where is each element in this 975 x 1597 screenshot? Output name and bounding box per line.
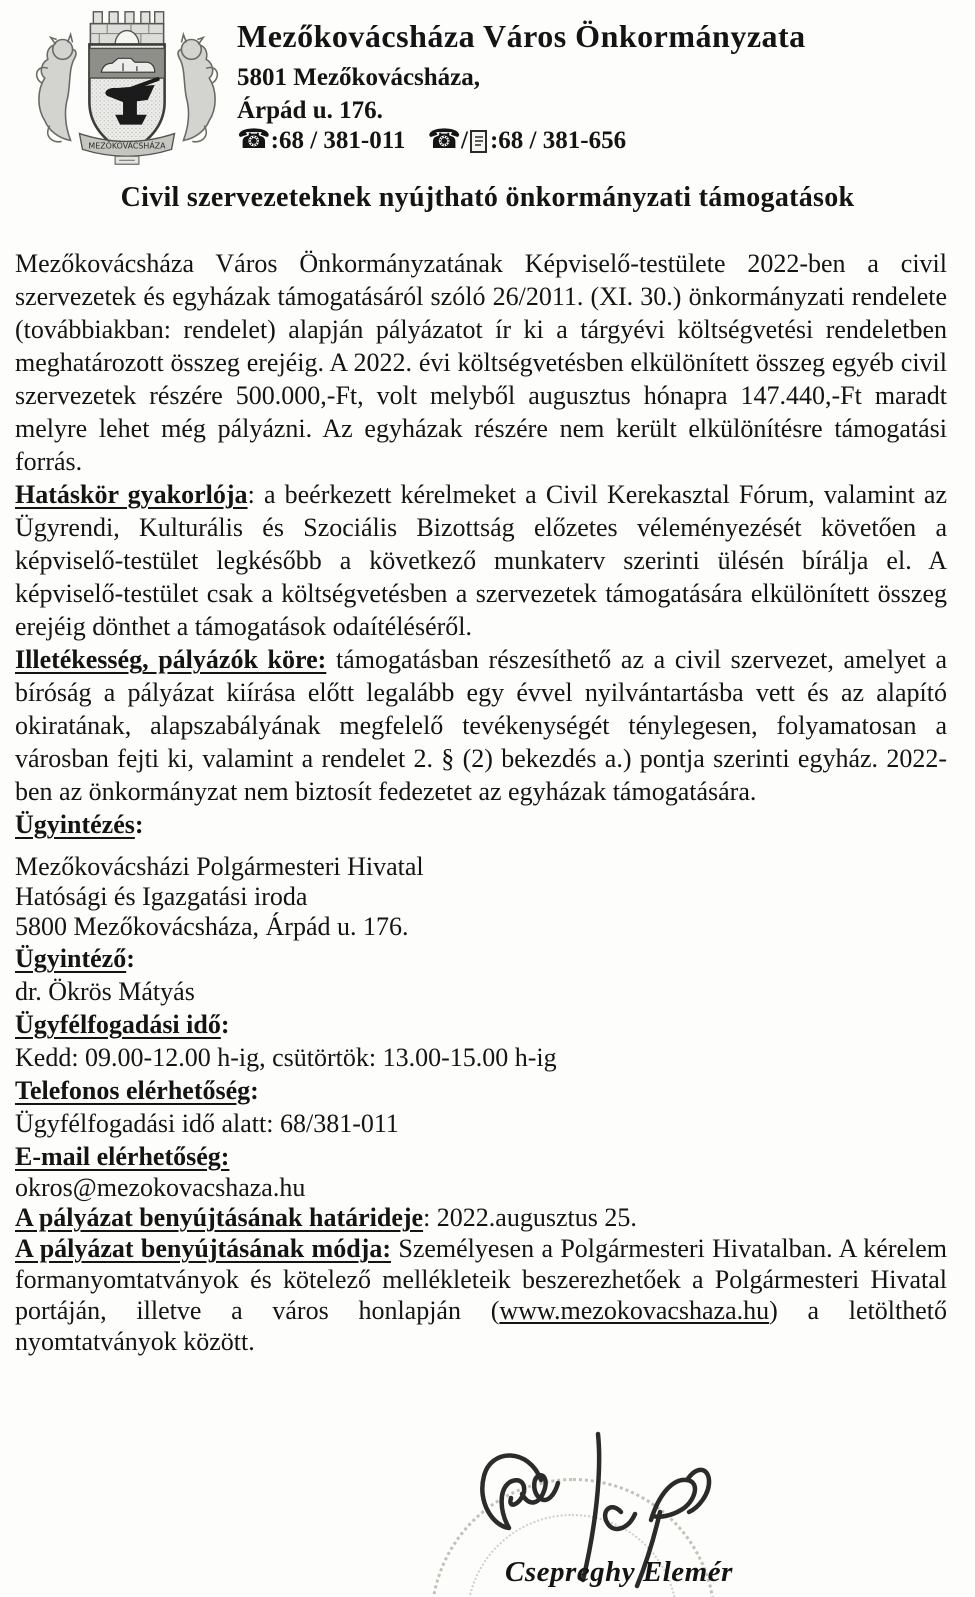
- ugyintezo-heading: [15, 942, 947, 975]
- lion-right-icon: [178, 35, 217, 142]
- hataskor-separator: :: [247, 480, 264, 509]
- document-body: [15, 247, 947, 1357]
- email-address: okros@mezokovacshaza.hu: [15, 1173, 306, 1202]
- phone-contact-heading: [15, 1074, 947, 1107]
- email-label: E-mail elérhetőség:: [15, 1142, 230, 1171]
- phone-contact-label: Telefonos elérhetőség: [15, 1076, 251, 1105]
- office-address-line: Mezőkovácsházi Polgármesteri Hivatal: [15, 852, 424, 881]
- deadline-line: [15, 1203, 947, 1233]
- org-address-line1: 5801 Mezőkovácsháza,: [237, 64, 481, 91]
- fax-phone-icon: ☎: [427, 123, 462, 155]
- website-link: www.mezokovacshaza.hu: [499, 1296, 770, 1325]
- ugyintezo-label: Ügyintéző: [15, 944, 127, 973]
- phone-icon: ☎: [237, 123, 271, 155]
- phone-contact-value: Ügyfélfogadási idő alatt: 68/381-011: [15, 1109, 399, 1138]
- office-hours-colon: :: [220, 1010, 230, 1039]
- case-officer-name: dr. Ökrös Mátyás: [15, 977, 195, 1006]
- illetekesseg-paragraph: [15, 643, 947, 808]
- illetekesseg-label: Illetékesség, pályázók köre:: [15, 645, 327, 674]
- emblem-banner-text: MEZŐKOVÁCSHÁZA: [88, 141, 166, 151]
- email-heading: [15, 1140, 947, 1173]
- intro-paragraph: Mezőkovácsháza Város Önkormányzatának Képviselő-testülete 2022-ben a civil szervezetek és egyházak támogatásáról szóló 26/2011. (XI. 30.) önkormányzati rendelete (továbbiakban: rendelet) alapján pályázatot ír ki a tárgyévi költségvetési rendeletben meghatározott összeg erejéig. A 2022. évi költségvetésben elkülönített összeg egyéb civil szervezetek részére 500.000,-Ft, volt melyből augusztus hónapra 147.440,-Ft maradt melyre lehet még pályázni. Az egyházak részére nem került elkülönítésre támogatási forrás.: [15, 249, 947, 476]
- org-name: Mezőkovácsháza Város Önkormányzata: [237, 18, 806, 54]
- ugyintezes-heading: [15, 808, 947, 841]
- signatory-name: Csepreghy Elemér: [505, 1556, 733, 1588]
- submission-method-label: A pályázat benyújtásának módja:: [15, 1234, 391, 1263]
- org-address-line2: Árpád u. 176.: [237, 97, 383, 124]
- illetekesseg-text: támogatásban részesíthető az a civil szervezet, amelyet a bíróság a pályázat kiírása előtt legalább egy évvel nyilvántartásba vett és az alapító okiratának, alapszabályának megfelelő tevékenységét ténylegesen, folyamatosan a városban fejti ki, valamint a rendelet 2. § (2) bekezdés a.) pontja szerinti egyház. 2022-ben az önkormányzat nem biztosít fedezetet az egyházak támogatására.: [15, 645, 948, 806]
- hataskor-paragraph: [15, 478, 947, 643]
- document-title: Civil szervezeteknek nyújtható önkormányzati támogatások: [120, 182, 855, 213]
- hataskor-text: a beérkezett kérelmeket a Civil Kerekasztal Fórum, valamint az Ügyrendi, Kulturális és Szociális Bizottság előzetes véleményezését követően a képviselő-testület legkésőbb a következő munkaterv szerinti ülésén bírálja el. A képviselő-testület csak a költségvetésben a szervezetek támogatására elkülönített összeg erejéig dönthet a támogatások odaítéléséről.: [15, 480, 948, 641]
- phone-separator: :: [270, 127, 279, 154]
- deadline-label: A pályázat benyújtásának határideje: [15, 1203, 424, 1232]
- submission-method-text-before: Személyesen a Polgármesteri Hivatalban. A kérelem formanyomtatványok és kötelező mellékleteik beszerezhetőek a Polgármesteri Hivatal portáján, illetve a város honlapján (: [15, 1234, 948, 1325]
- office-address-line: 5800 Mezőkovácsháza, Árpád u. 176.: [15, 912, 409, 941]
- phone-contact-colon: :: [250, 1076, 259, 1105]
- office-hours-value: Kedd: 09.00-12.00 h-ig, csütörtök: 13.00-15.00 h-ig: [15, 1043, 557, 1072]
- deadline-value: : 2022.augusztus 25.: [423, 1203, 637, 1232]
- ugyintezes-colon: :: [134, 810, 144, 839]
- fax-document-icon: [469, 129, 489, 155]
- phone-number: 68 / 381-011: [278, 127, 406, 154]
- fax-number: 68 / 381-656: [498, 127, 627, 154]
- shield-icon: [89, 44, 164, 153]
- submission-method-text-after: ) a letölthető nyomtatványok között.: [15, 1296, 948, 1356]
- office-address-line: Hatósági és Igazgatási iroda: [15, 882, 308, 911]
- lion-left-icon: [37, 35, 76, 142]
- submission-method-paragraph: [15, 1233, 947, 1357]
- coat-of-arms: [28, 8, 226, 168]
- fax-separator: :: [489, 127, 499, 154]
- office-address-block: [15, 852, 947, 942]
- ugyintezo-colon: :: [126, 944, 135, 973]
- office-hours-heading: [15, 1008, 947, 1041]
- fax-slash: /: [461, 127, 468, 154]
- ugyintezes-label: Ügyintézés: [15, 810, 135, 839]
- org-contact-line: [237, 123, 627, 155]
- office-hours-label: Ügyfélfogadási idő: [15, 1010, 221, 1039]
- hataskor-label: Hatáskör gyakorlója: [15, 480, 248, 509]
- crown-icon: [90, 12, 163, 45]
- illetekesseg-separator: [326, 645, 336, 674]
